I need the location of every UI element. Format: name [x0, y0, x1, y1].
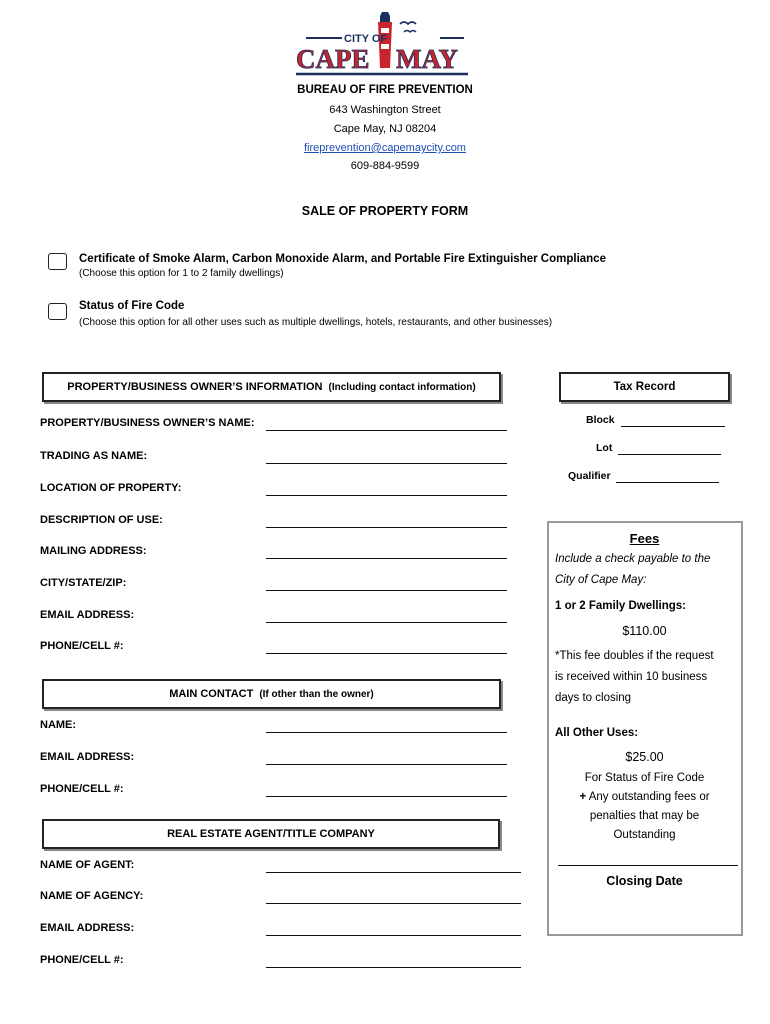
city-of-cape-may-logo: [292, 10, 476, 80]
field-label: MAILING ADDRESS:: [40, 545, 147, 557]
main-contact-heading: [42, 679, 501, 709]
form-title: SALE OF PROPERTY FORM: [301, 204, 469, 218]
option-subtitle: (Choose this option for 1 to 2 family dwellings): [79, 268, 284, 279]
field-label: EMAIL ADDRESS:: [40, 922, 135, 934]
field-label: NAME:: [40, 719, 77, 731]
main-contact-heading-note: (If other than the owner): [259, 688, 374, 700]
contact-email-input[interactable]: [266, 764, 507, 765]
agent-heading: [42, 819, 500, 849]
field-label: TRADING AS NAME:: [40, 450, 148, 462]
field-label: EMAIL ADDRESS:: [40, 609, 135, 621]
contact-phone-input[interactable]: [266, 796, 507, 797]
owner-phone-input[interactable]: [266, 653, 507, 654]
field-label: NAME OF AGENT:: [40, 859, 135, 871]
owner-heading-note: (Including contact information): [328, 381, 476, 393]
field-label: PHONE/CELL #:: [40, 954, 124, 966]
fees-one-two-amount: $110.00: [622, 624, 667, 638]
tax-record-heading: [559, 372, 730, 402]
fees-instruction: City of Cape May:: [555, 574, 647, 586]
fees-note: is received within 10 business: [555, 671, 708, 683]
city-state-zip-input[interactable]: [266, 590, 507, 591]
status-of-fire-code-checkbox[interactable]: [48, 303, 67, 320]
field-label: DESCRIPTION OF USE:: [40, 514, 163, 526]
phone-number: 609-884-9599: [350, 160, 420, 172]
lot-input[interactable]: [618, 454, 721, 455]
bird-icon: [400, 22, 416, 24]
closing-date-input[interactable]: [558, 865, 738, 866]
option-title: Certificate of Smoke Alarm, Carbon Monoxide Alarm, and Portable Fire Extinguisher Compliance: [79, 253, 606, 265]
field-label: NAME OF AGENCY:: [40, 890, 144, 902]
tax-label: Block: [586, 414, 615, 426]
option-title: Status of Fire Code: [79, 300, 185, 312]
block-input[interactable]: [621, 426, 725, 427]
city-address: Cape May, NJ 08204: [333, 123, 437, 135]
agent-phone-input[interactable]: [266, 967, 521, 968]
agent-heading-text: REAL ESTATE AGENT/TITLE COMPANY: [167, 828, 375, 840]
fees-note: *This fee doubles if the request: [555, 650, 714, 662]
bird-icon: [404, 31, 416, 33]
mailing-address-input[interactable]: [266, 558, 507, 559]
email-link[interactable]: fireprevention@capemaycity.com: [304, 142, 466, 154]
owner-heading-text: PROPERTY/BUSINESS OWNER’S INFORMATION: [67, 381, 323, 393]
fees-other-line: penalties that may be: [589, 810, 700, 822]
plus-icon: +: [579, 791, 587, 803]
fees-panel: [547, 521, 743, 936]
trading-as-input[interactable]: [266, 463, 507, 464]
tax-record-heading-text: Tax Record: [613, 381, 676, 393]
agency-name-input[interactable]: [266, 903, 521, 904]
contact-name-input[interactable]: [266, 732, 507, 733]
main-contact-heading-text: MAIN CONTACT: [169, 688, 254, 700]
owner-email-input[interactable]: [266, 622, 507, 623]
fees-other-label: All Other Uses:: [555, 727, 639, 739]
field-label: CITY/STATE/ZIP:: [40, 577, 127, 589]
logo-city-of: CITY OF: [344, 33, 388, 45]
logo-cape: CAPE: [296, 44, 370, 74]
tax-label: Qualifier: [568, 470, 611, 482]
field-label: PHONE/CELL #:: [40, 640, 124, 652]
fees-heading: Fees: [629, 531, 660, 546]
fees-other-line: Outstanding: [613, 829, 676, 841]
fees-instruction: Include a check payable to the: [555, 553, 711, 565]
agent-name-input[interactable]: [266, 872, 521, 873]
street-address: 643 Washington Street: [329, 104, 441, 116]
field-label: LOCATION OF PROPERTY:: [40, 482, 182, 494]
closing-date-label: Closing Date: [606, 874, 683, 888]
owner-name-input[interactable]: [266, 430, 507, 431]
description-input[interactable]: [266, 527, 507, 528]
bureau-name: BUREAU OF FIRE PREVENTION: [297, 84, 473, 96]
owner-info-heading: [42, 372, 501, 402]
field-label: PHONE/CELL #:: [40, 783, 124, 795]
fees-one-two-label: 1 or 2 Family Dwellings:: [555, 600, 687, 612]
fees-other-line: Any outstanding fees or: [588, 791, 710, 803]
smoke-alarm-certificate-checkbox[interactable]: [48, 253, 67, 270]
fees-other-amount: $25.00: [625, 750, 664, 764]
tax-label: Lot: [596, 442, 613, 454]
fees-note: days to closing: [555, 692, 632, 704]
logo-may: MAY: [396, 44, 459, 74]
field-label: EMAIL ADDRESS:: [40, 751, 135, 763]
option-subtitle: (Choose this option for all other uses such as multiple dwellings, hotels, restaurants, and other businesses): [79, 317, 553, 328]
location-input[interactable]: [266, 495, 507, 496]
field-label: PROPERTY/BUSINESS OWNER’S NAME:: [40, 417, 255, 429]
fees-other-line: For Status of Fire Code: [584, 772, 705, 784]
agent-email-input[interactable]: [266, 935, 521, 936]
qualifier-input[interactable]: [616, 482, 719, 483]
